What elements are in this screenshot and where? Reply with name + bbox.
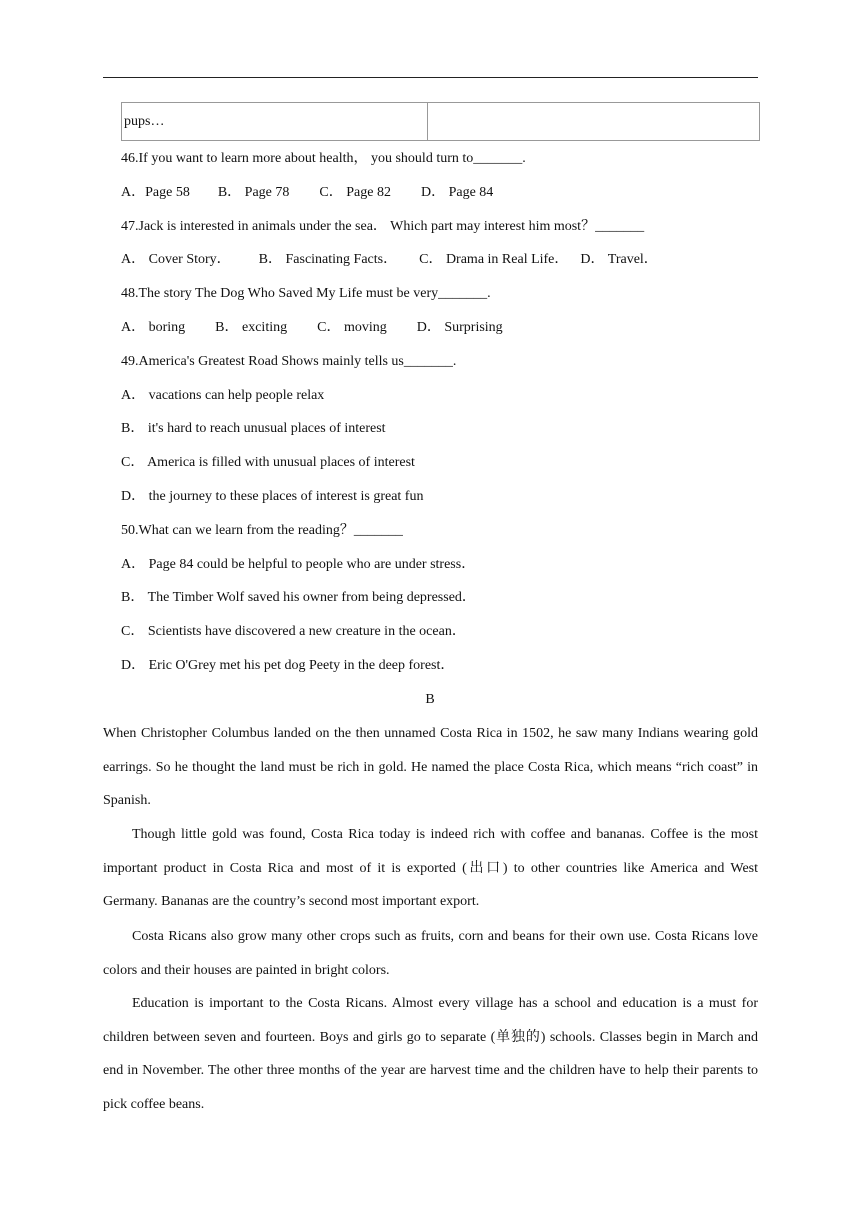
table-cell <box>428 103 760 141</box>
option: A．Page 58 <box>121 185 190 200</box>
passage-paragraph: Education is important to the Costa Ricans. Almost every village has a school and education is a must for children between seven and fourteen. Boys and girls go to separate (单独的) schools. Classes begin in March and end in November. The other three months of the year are harvest time and the children have to help their parents to pick coffee beans. <box>103 996 758 1113</box>
option: D． Page 84 <box>420 185 494 200</box>
question-stem: 50.What can we learn from the reading？_______ <box>121 523 403 538</box>
option: C． Scientists have discovered a new creature in the ocean． <box>121 624 466 639</box>
option: C． moving <box>317 320 387 335</box>
option: C． America is filled with unusual places of interest <box>121 455 415 470</box>
option: D． Eric O'Grey met his pet dog Peety in the deep forest． <box>121 658 455 673</box>
option: B． exciting <box>215 320 288 335</box>
option: B． it's hard to reach unusual places of interest <box>121 421 386 436</box>
option-row <box>121 251 658 269</box>
option: C． Drama in Real Life． <box>419 252 569 267</box>
option: B． Fascinating Facts． <box>258 252 398 267</box>
question-stem: 46.If you want to learn more about health， you should turn to_______. <box>121 151 526 166</box>
section-label: B <box>425 692 435 707</box>
header-rule <box>103 77 758 78</box>
table-cell: pups… <box>122 103 428 141</box>
passage-paragraph: Costa Ricans also grow many other crops such as fruits, corn and beans for their own use. Costa Ricans love colors and their houses are painted in bright colors. <box>103 929 758 978</box>
option: A． boring <box>121 320 186 335</box>
option: C． Page 82 <box>319 185 391 200</box>
option-row <box>121 319 503 337</box>
option: A． vacations can help people relax <box>121 388 325 403</box>
option: B． Page 78 <box>217 185 290 200</box>
option: D． Surprising <box>416 320 503 335</box>
option-row <box>121 184 493 202</box>
question-stem: 47.Jack is interested in animals under the sea． Which part may interest him most？_______ <box>121 219 645 234</box>
option: A． Cover Story． <box>121 252 231 267</box>
info-table <box>121 102 760 141</box>
passage-paragraph: Though little gold was found, Costa Rica today is indeed rich with coffee and bananas. Coffee is the most important product in Costa Rica and most of it is exported (出口) to other countries like America and West Germany. Bananas are the country’s second most important export. <box>103 827 758 910</box>
option: D． the journey to these places of interest is great fun <box>121 489 424 504</box>
option: A． Page 84 could be helpful to people who are under stress． <box>121 557 476 572</box>
option: D． Travel． <box>580 252 658 267</box>
passage-paragraph: When Christopher Columbus landed on the then unnamed Costa Rica in 1502, he saw many Indians wearing gold earrings. So he thought the land must be rich in gold. He named the place Costa Rica, which means “rich coast” in Spanish. <box>103 726 758 809</box>
question-stem: 48.The story The Dog Who Saved My Life must be very_______. <box>121 286 491 301</box>
question-stem: 49.America's Greatest Road Shows mainly tells us_______. <box>121 354 457 369</box>
option: B． The Timber Wolf saved his owner from being depressed． <box>121 590 476 605</box>
table-row <box>122 103 760 141</box>
